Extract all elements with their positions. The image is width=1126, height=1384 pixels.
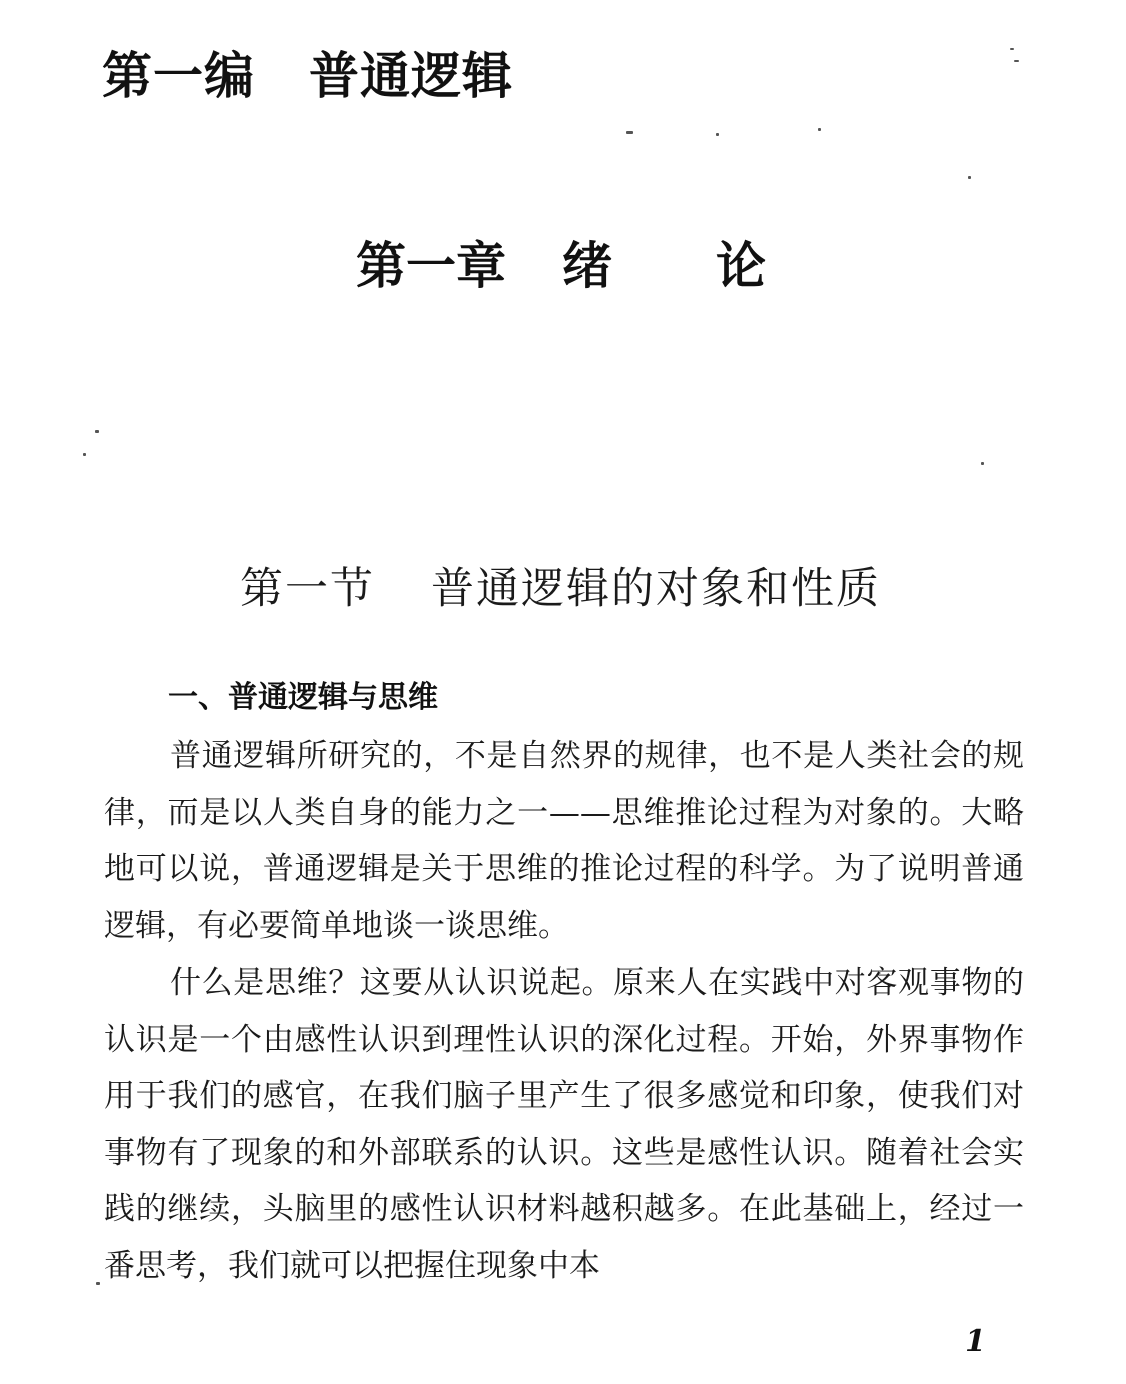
chapter-title-char-1: 绪	[562, 236, 612, 295]
scan-speck	[626, 131, 633, 134]
scan-speck	[1010, 48, 1014, 50]
body-paragraph: 普通逻辑所研究的，不是自然界的规律，也不是人类社会的规律，而是以人类自身的能力之一——思维推论过程为对象的。大略地可以说，普通逻辑是关于思维的推论过程的科学。为了说明普通逻辑，有必要简单地谈一谈思维。	[104, 738, 1024, 944]
section-heading	[240, 556, 881, 622]
chapter-label: 第一章	[356, 236, 506, 295]
body-paragraph: 什么是思维？这要从认识说起。原来人在实践中对客观事物的认识是一个由感性认识到理性认识的深化过程。开始，外界事物作用于我们的感官，在我们脑子里产生了很多感觉和印象，使我们对事物有了现象的和外部联系的认识。这些是感性认识。随着社会实践的继续，头脑里的感性认识材料越积越多。在此基础上，经过一番思考，我们就可以把握住现象中本	[104, 965, 1024, 1284]
chapter-title-char-2: 论	[716, 236, 766, 295]
scan-speck	[96, 1282, 100, 1285]
section-title: 普通逻辑的对象和性质	[431, 564, 881, 614]
scan-speck	[818, 128, 821, 131]
scan-speck	[95, 430, 99, 433]
section-label: 第一节	[240, 564, 375, 614]
scan-speck	[968, 176, 971, 179]
scan-speck	[1014, 60, 1019, 62]
part-heading	[102, 44, 513, 108]
page-number: 1	[965, 1324, 986, 1359]
scan-speck	[716, 133, 719, 136]
scan-speck	[981, 462, 984, 465]
scan-speck	[83, 453, 86, 456]
subsection-heading: 一、普通逻辑与思维	[168, 680, 438, 715]
part-title: 普通逻辑	[309, 47, 513, 105]
part-label: 第一编	[102, 47, 255, 105]
chapter-heading	[356, 234, 766, 298]
